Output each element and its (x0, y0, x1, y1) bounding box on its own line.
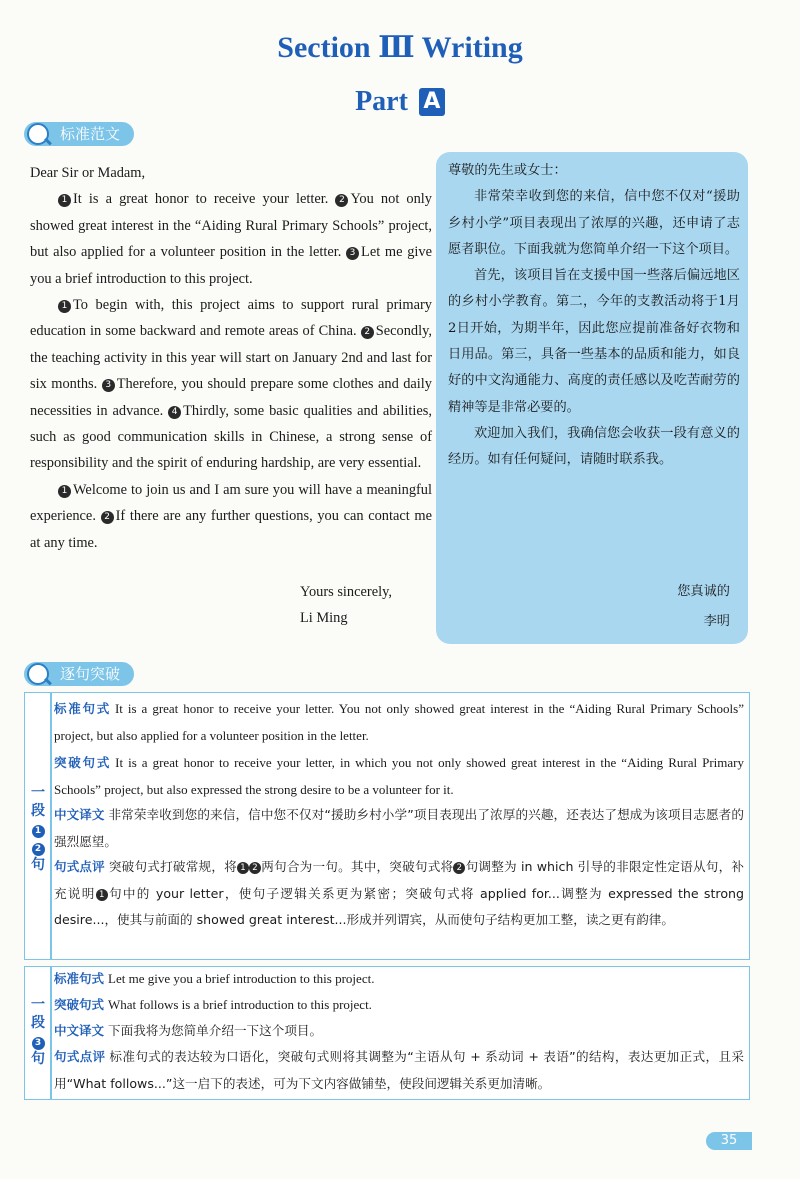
chinese-paragraph-1: 非常荣幸收到您的来信，信中您不仅对“援助乡村小学”项目表现出了浓厚的兴趣，还申请了志愿者职位。下面我就为您简单介绍一下这个项目。 (448, 189, 740, 257)
comment-label: 句式点评 (54, 859, 105, 874)
sentence-number-badge: 2 (249, 862, 261, 874)
side-char: 一 (31, 997, 45, 1013)
comment-text: 句中的 your letter，使句子逻辑关系更为紧密；突破句式将 applied for...调整为 expressed the strong desire...，使其与前面的 showed great interest...形成并列谓宾，从而使句子结构更加工整，读之更有韵律。 (54, 885, 744, 927)
sentence-analysis-label-text: 逐句突破 (60, 665, 121, 683)
breakthrough-label: 突破句式 (54, 755, 112, 770)
comment-text: 标准句式的表达较为口语化，突破句式则将其调整为“主语从句 + 系动词 + 表语”的结构，表达更加正式，且采用“What follows...”这一启下的表述，可为下文内容做铺垫，使段间逻辑关系更加清晰。 (54, 1049, 744, 1091)
comment-text: 突破句式打破常规，将 (108, 859, 237, 874)
english-sentence: It is a great honor to receive your letter. (73, 191, 336, 208)
standard-sentence: Let me give you a brief introduction to this project. (108, 971, 375, 986)
translation-text: 下面我将为您简单介绍一下这个项目。 (108, 1023, 323, 1038)
english-salutation: Dear Sir or Madam, (30, 165, 146, 181)
magnifier-icon (27, 123, 49, 145)
sentence-number-badge: 2 (453, 862, 465, 874)
breakthrough-sentence: It is a great honor to receive your letter, in which you not only showed great interest in the “Aiding Rural Primary Schools” project, but also expressed the strong desire to be a volunteer for it. (54, 755, 744, 797)
comment-text: 两句合为一句。其中，突破句式将 (260, 859, 454, 874)
block-2-side-label (26, 996, 50, 1068)
english-sentence: You not only showed great interest in the “Aiding Rural Primary Schools” project, but also applied for a volunteer position in the letter. (30, 191, 432, 261)
block-divider (50, 966, 52, 1100)
sentence-number-badge: 1 (58, 485, 71, 498)
sentence-number-badge: 2 (361, 326, 374, 339)
side-char: 段 (31, 1015, 45, 1031)
block-divider (50, 692, 52, 960)
english-paragraph-3 (30, 477, 432, 556)
standard-label: 标准句式 (54, 701, 111, 716)
page-number: 35 (706, 1132, 752, 1150)
sentence-number-badge: 1 (96, 889, 108, 901)
english-signature-name: Li Ming (300, 610, 348, 626)
sentence-number-badge: 1 (237, 862, 249, 874)
english-letter (30, 160, 432, 556)
sentence-number-badge: 1 (58, 194, 71, 207)
side-char: 句 (31, 1051, 45, 1067)
section-title: Section Ⅲ Writing (277, 31, 523, 64)
model-essay-label-text: 标准范文 (60, 125, 121, 143)
block-2-standard-row (54, 966, 744, 993)
comment-text: 句调整为 in which 引导的非限定性定语从句，补充说明 (54, 859, 744, 901)
english-paragraph-1 (30, 186, 432, 292)
breakthrough-sentence: What follows is a brief introduction to this project. (108, 997, 372, 1012)
standard-sentence: It is a great honor to receive your letter. You not only showed great interest in the “Aiding Rural Primary Schools” project, but also applied for a volunteer position in the letter. (54, 701, 744, 743)
model-essay-label (24, 122, 134, 146)
sentence-number-badge: 3 (346, 247, 359, 260)
block-1-standard-row (54, 696, 744, 749)
chinese-letter (448, 158, 740, 474)
english-sentence: Therefore, you should prepare some clothes and daily necessities in advance. (30, 376, 432, 419)
part-letter-badge: A (419, 88, 445, 116)
part-heading (0, 86, 800, 118)
chinese-salutation: 尊敬的先生或女士： (448, 163, 567, 178)
chinese-closing: 您真诚的 (677, 584, 730, 599)
translation-label: 中文译文 (54, 1023, 105, 1038)
sentence-number-badge: 2 (335, 194, 348, 207)
english-sentence: Secondly, the teaching activity in this year will start on January 2nd and last for six months. (30, 323, 432, 393)
magnifier-icon (27, 663, 49, 685)
english-sentence: To begin with, this project aims to support rural primary education in some backward and remote areas of China. (30, 297, 432, 340)
english-closing: Yours sincerely, (300, 584, 392, 600)
english-sentence: Welcome to join us and I am sure you will have a meaningful experience. (30, 481, 432, 525)
sentence-analysis-label (24, 662, 134, 686)
english-sentence: Let me give you a brief introduction to this project. (30, 244, 432, 287)
english-sentence: If there are any further questions, you can contact me at any time. (30, 508, 432, 551)
side-char: 句 (31, 857, 45, 873)
side-number-badge: 3 (32, 1037, 45, 1050)
translation-label: 中文译文 (54, 807, 105, 822)
block-2-comment-row (54, 1044, 744, 1097)
side-number-badge: 1 (32, 825, 45, 838)
part-word: Part (355, 86, 408, 117)
english-paragraph-2 (30, 292, 432, 477)
chinese-paragraph-2: 首先，该项目旨在支援中国一些落后偏远地区的乡村小学教育。第二，今年的支教活动将于1月2日开始，为期半年，因此您应提前准备好衣物和日用品。第三，具备一些基本的品质和能力，如良好的中文沟通能力、高度的责任感以及吃苦耐劳的精神等是非常必要的。 (448, 268, 740, 415)
comment-label: 句式点评 (54, 1049, 106, 1064)
block-1-side-label (26, 784, 50, 874)
chinese-signature-name: 李明 (703, 614, 730, 629)
block-2-breakthrough-row (54, 992, 744, 1019)
block-1-breakthrough-row (54, 750, 744, 803)
chinese-paragraph-3: 欢迎加入我们，我确信您会收获一段有意义的经历。如有任何疑问，请随时联系我。 (448, 425, 740, 468)
breakthrough-label: 突破句式 (54, 997, 105, 1012)
block-2-translation-row (54, 1018, 744, 1045)
sentence-number-badge: 1 (58, 300, 71, 313)
block-1-comment-row (54, 854, 744, 934)
sentence-number-badge: 3 (102, 379, 115, 392)
side-char: 段 (31, 803, 45, 819)
sentence-number-badge: 2 (101, 511, 114, 524)
block-1-translation-row (54, 802, 744, 855)
side-char: 一 (31, 785, 45, 801)
english-sentence: Thirdly, some basic qualities and abilities, such as good communication skills in Chinese, a strong sense of responsibility and the spirit of enduring hardship, are very essential. (30, 402, 432, 472)
sentence-number-badge: 4 (168, 406, 181, 419)
side-number-badge: 2 (32, 843, 45, 856)
standard-label: 标准句式 (54, 971, 105, 986)
translation-text: 非常荣幸收到您的来信，信中您不仅对“援助乡村小学”项目表现出了浓厚的兴趣，还表达了想成为该项目志愿者的强烈愿望。 (54, 807, 744, 849)
